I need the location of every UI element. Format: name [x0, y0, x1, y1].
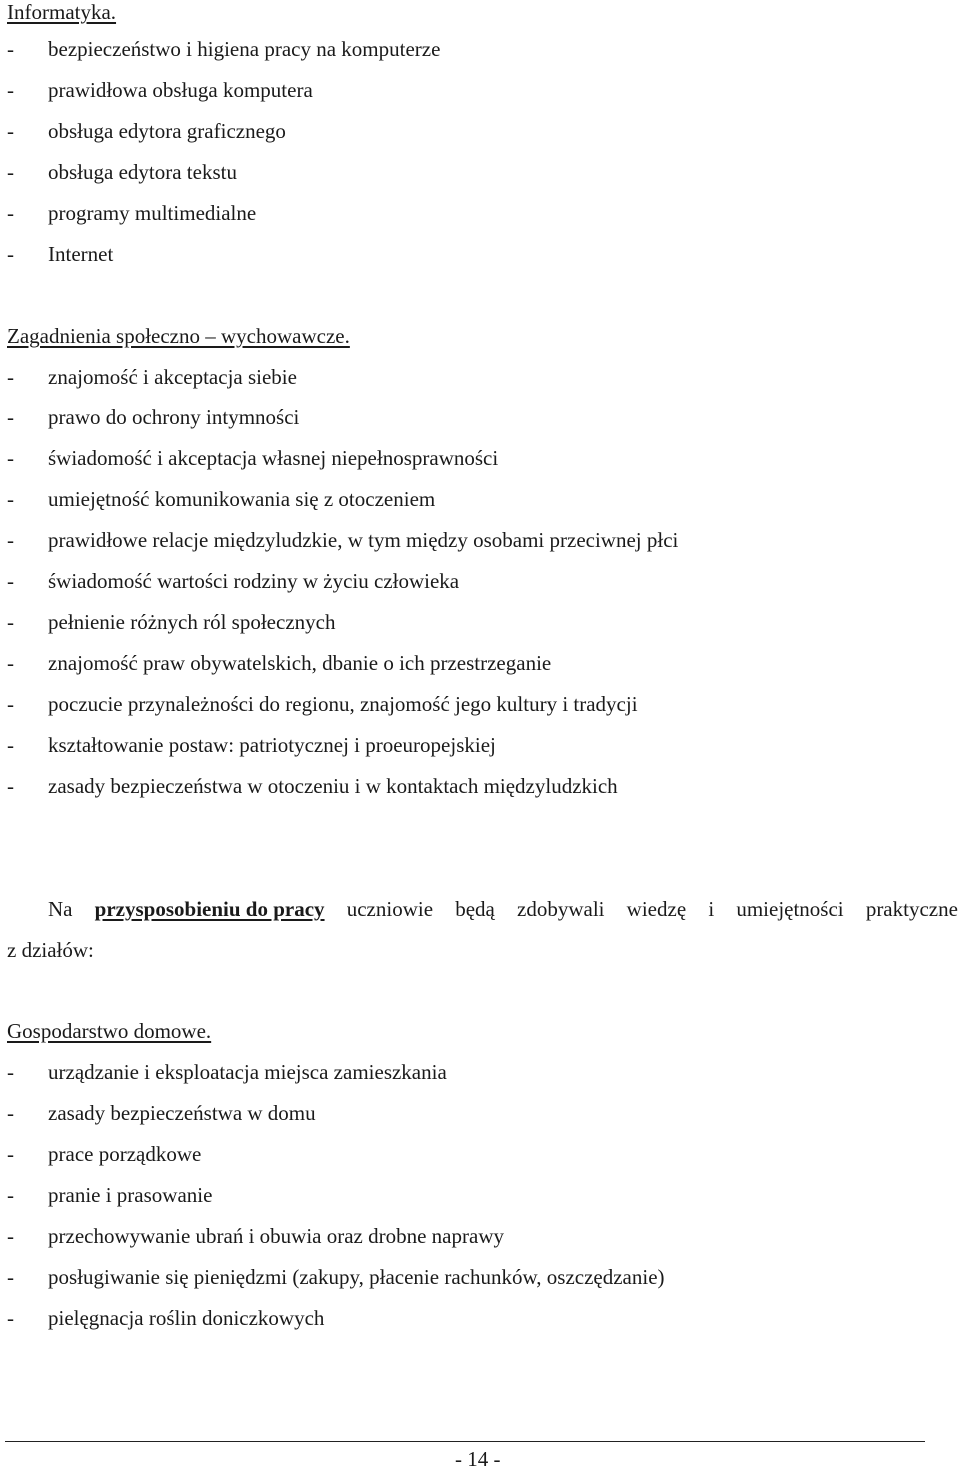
bullet-dash: - [7, 610, 14, 634]
bullet-dash: - [7, 1183, 14, 1207]
bullet-dash: - [7, 1101, 14, 1125]
list-item: - programy multimedialne [7, 201, 257, 225]
section-heading-gospodarstwo: Gospodarstwo domowe. [7, 1019, 212, 1043]
list-item: - urządzanie i eksploatacja miejsca zamieszkania [7, 1060, 447, 1084]
list-item: - Internet [7, 242, 114, 266]
page-number: - 14 - [455, 1447, 501, 1471]
section-heading-informatyka: Informatyka. [7, 0, 117, 24]
bullet-dash: - [7, 1060, 14, 1084]
list-item: - kształtowanie postaw: patriotycznej i proeuropejskiej [7, 733, 496, 757]
list-item: - zasady bezpieczeństwa w domu [7, 1101, 316, 1125]
bullet-dash: - [7, 651, 14, 675]
bullet-dash: - [7, 446, 14, 470]
footer-divider [5, 1441, 925, 1442]
intro-paragraph-line-1: Na przysposobieniu do pracy uczniowie będą zdobywali wiedzę i umiejętności praktyczne [48, 897, 958, 921]
bullet-dash: - [7, 569, 14, 593]
bullet-dash: - [7, 733, 14, 757]
list-item: - zasady bezpieczeństwa w otoczeniu i w kontaktach międzyludzkich [7, 774, 618, 798]
list-item: - świadomość wartości rodziny w życiu człowieka [7, 569, 460, 593]
bullet-dash: - [7, 1265, 14, 1289]
list-item: - obsługa edytora tekstu [7, 160, 237, 184]
list-item: - przechowywanie ubrań i obuwia oraz drobne naprawy [7, 1224, 504, 1248]
list-item: - prawidłowa obsługa komputera [7, 78, 313, 102]
bullet-dash: - [7, 201, 14, 225]
bullet-dash: - [7, 774, 14, 798]
bullet-dash: - [7, 242, 14, 266]
bullet-dash: - [7, 1306, 14, 1330]
bullet-dash: - [7, 119, 14, 143]
list-item: - bezpieczeństwo i higiena pracy na komputerze [7, 37, 441, 61]
section-heading-spoleczne: Zagadnienia społeczno – wychowawcze. [7, 324, 350, 348]
list-item: - znajomość praw obywatelskich, dbanie o ich przestrzeganie [7, 651, 552, 675]
intro-paragraph-line-2: z działów: [7, 938, 94, 962]
bullet-dash: - [7, 692, 14, 716]
list-item: - pranie i prasowanie [7, 1183, 213, 1207]
list-item: - posługiwanie się pieniędzmi (zakupy, płacenie rachunków, oszczędzanie) [7, 1265, 665, 1289]
bullet-dash: - [7, 160, 14, 184]
list-item: - obsługa edytora graficznego [7, 119, 286, 143]
list-item: - znajomość i akceptacja siebie [7, 365, 297, 389]
list-item: - poczucie przynależności do regionu, znajomość jego kultury i tradycji [7, 692, 638, 716]
bullet-dash: - [7, 405, 14, 429]
list-item: - pielęgnacja roślin doniczkowych [7, 1306, 325, 1330]
bullet-dash: - [7, 528, 14, 552]
list-item: - pełnienie różnych ról społecznych [7, 610, 336, 634]
bullet-dash: - [7, 1142, 14, 1166]
bullet-dash: - [7, 487, 14, 511]
underlined-topic: przysposobieniu do pracy [94, 897, 325, 921]
list-item: - prace porządkowe [7, 1142, 202, 1166]
list-item: - prawidłowe relacje międzyludzkie, w tym między osobami przeciwnej płci [7, 528, 679, 552]
list-item: - umiejętność komunikowania się z otoczeniem [7, 487, 436, 511]
bullet-dash: - [7, 37, 14, 61]
list-item: - świadomość i akceptacja własnej niepełnosprawności [7, 446, 499, 470]
bullet-dash: - [7, 1224, 14, 1248]
bullet-dash: - [7, 365, 14, 389]
bullet-dash: - [7, 78, 14, 102]
list-item: - prawo do ochrony intymności [7, 405, 300, 429]
